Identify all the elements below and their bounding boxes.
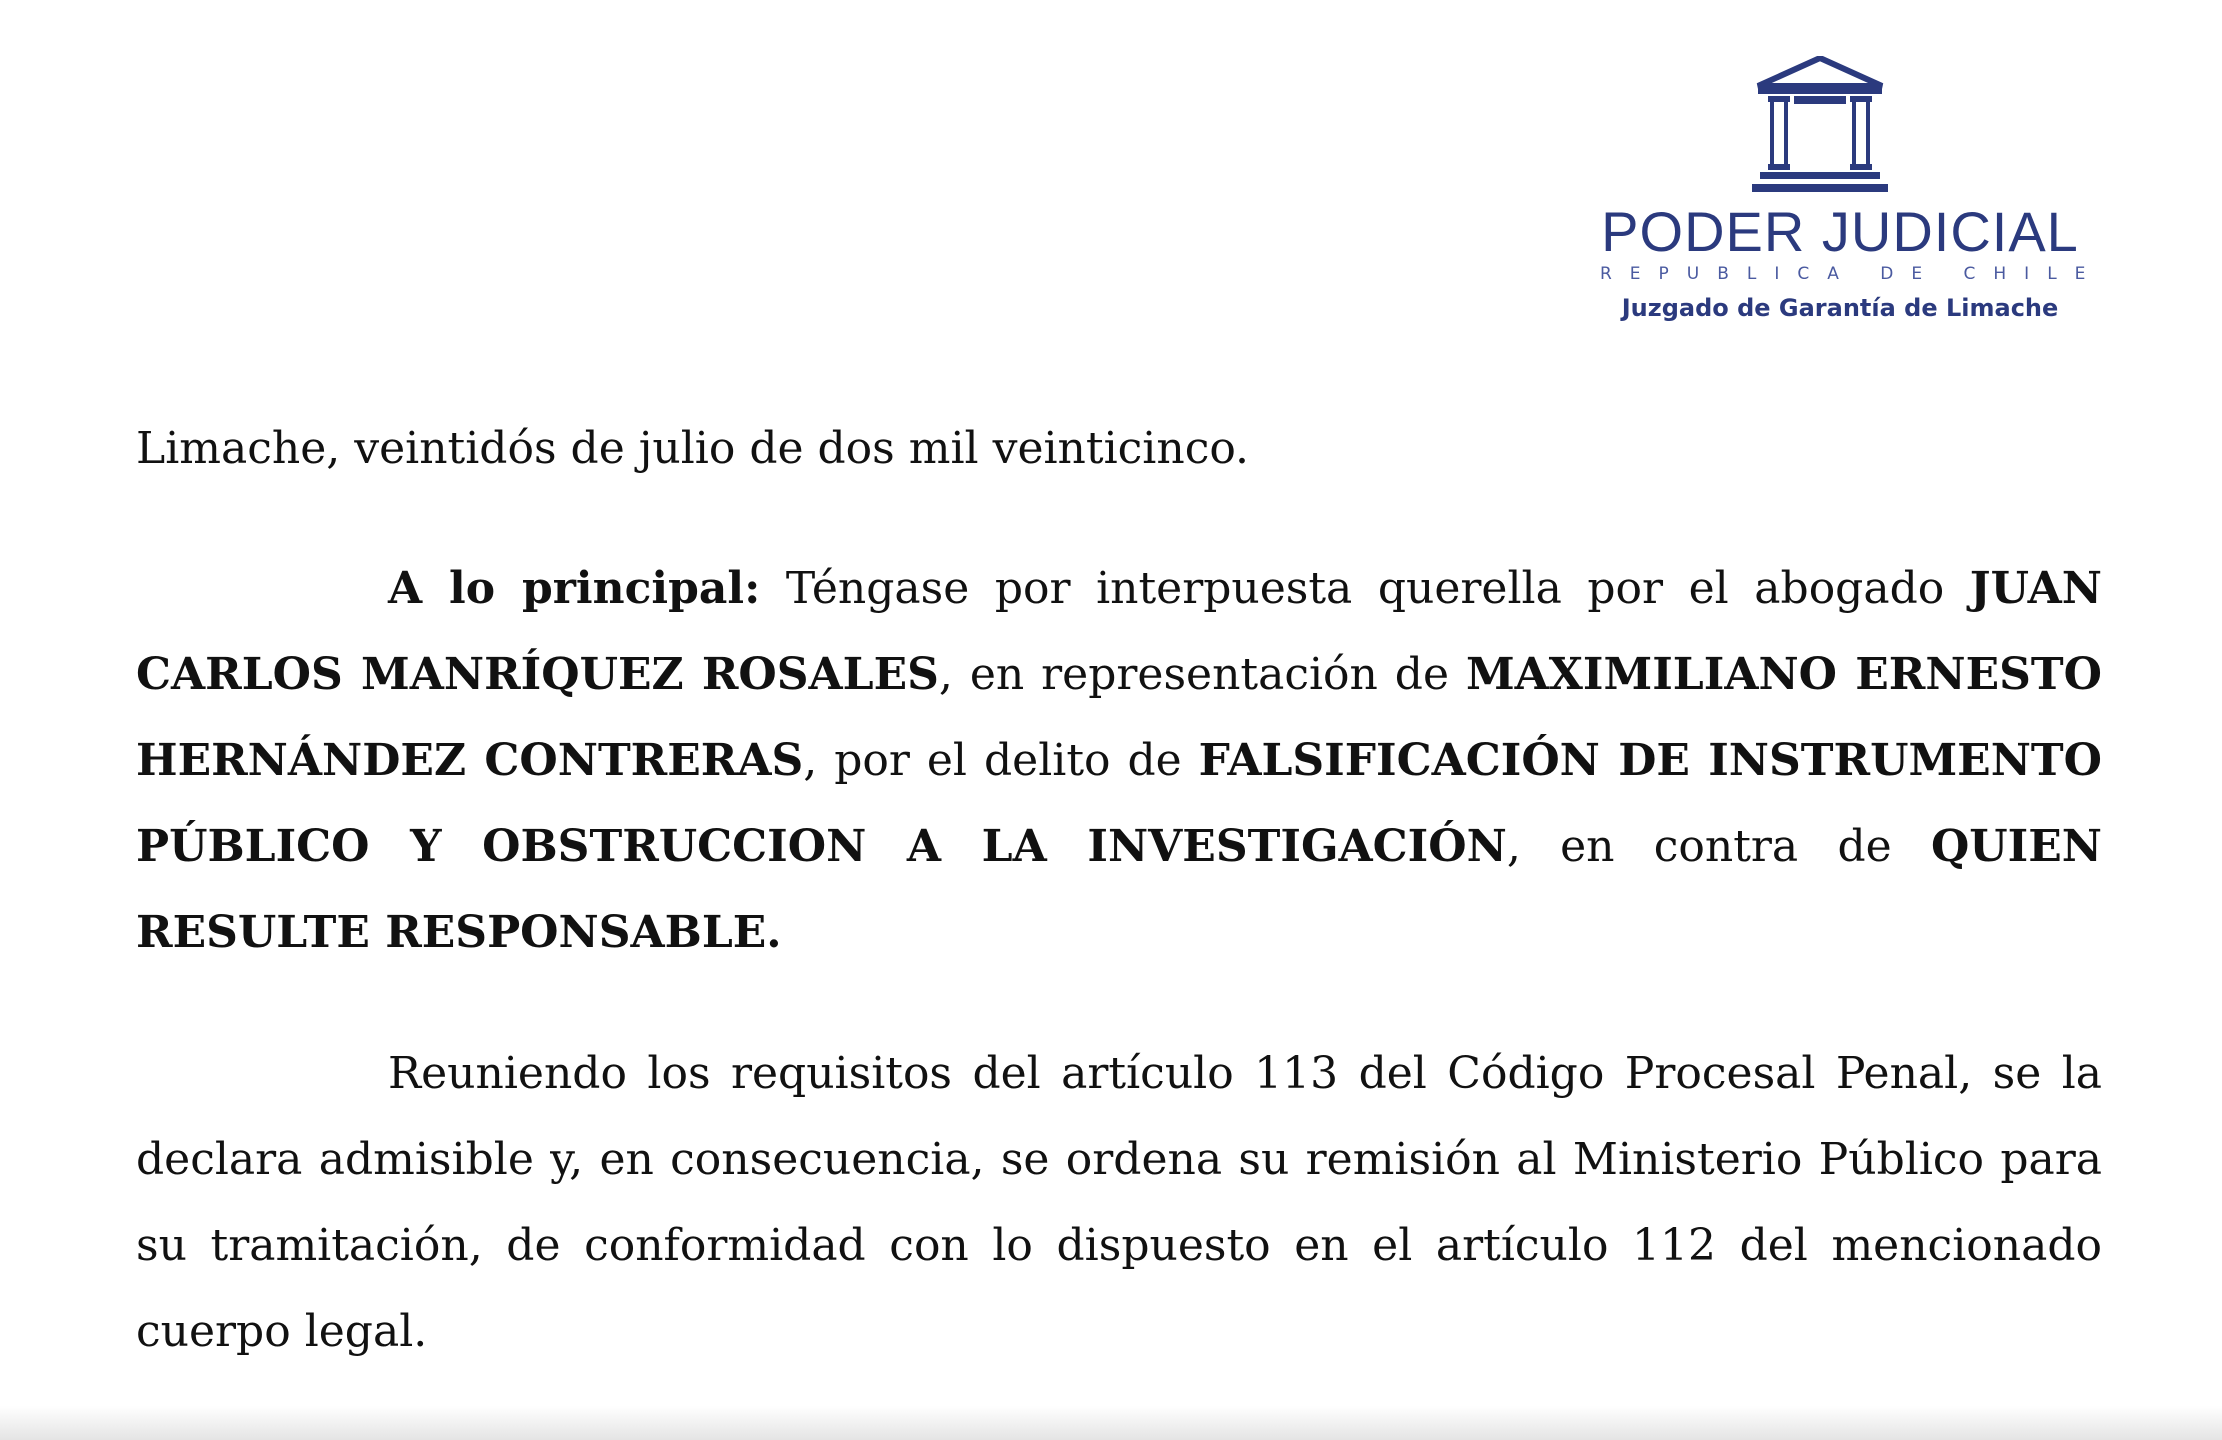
- page-bottom-shadow: [0, 1406, 2222, 1440]
- paragraph-text: Téngase por interpuesta querella por el abogado: [760, 563, 1970, 614]
- paragraph-text: , en representación de: [938, 649, 1466, 700]
- date-line: Limache, veintidós de julio de dos mil veinticinco.: [136, 423, 1250, 474]
- poder-judicial-logo: [1580, 52, 2104, 332]
- paragraph-text: , en contra de: [1506, 821, 1931, 872]
- paragraph-principal: [136, 546, 2102, 976]
- client-name: MAXIMILIANO ERNESTO HERNÁNDEZ CONTRERAS: [136, 649, 2102, 786]
- crime-description: FALSIFICACIÓN DE INSTRUMENTO PÚBLICO Y OBSTRUCCION A LA INVESTIGACIÓN: [136, 735, 2102, 872]
- paragraph-admissibility: Reuniendo los requisitos del artículo 113 del Código Procesal Penal, se la declara admisible y, en consecuencia, se ordena su remisión al Ministerio Público para su tramitación, de conformidad con lo dispuesto en el artículo 112 del mencionado cuerpo legal.: [136, 1048, 2102, 1357]
- principal-label: A lo principal:: [388, 563, 761, 614]
- logo-title: PODER JUDICIAL: [1601, 200, 2079, 263]
- logo-court-name: Juzgado de Garantía de Limache: [1621, 294, 2059, 322]
- logo-subtitle: REPUBLICA DE CHILE: [1600, 264, 2104, 284]
- paragraph-text: , por el delito de: [803, 735, 1199, 786]
- defendant: QUIEN RESULTE RESPONSABLE.: [136, 821, 2102, 958]
- courthouse-icon: [1750, 56, 1890, 198]
- lawyer-name: JUAN CARLOS MANRÍQUEZ ROSALES: [136, 563, 2102, 700]
